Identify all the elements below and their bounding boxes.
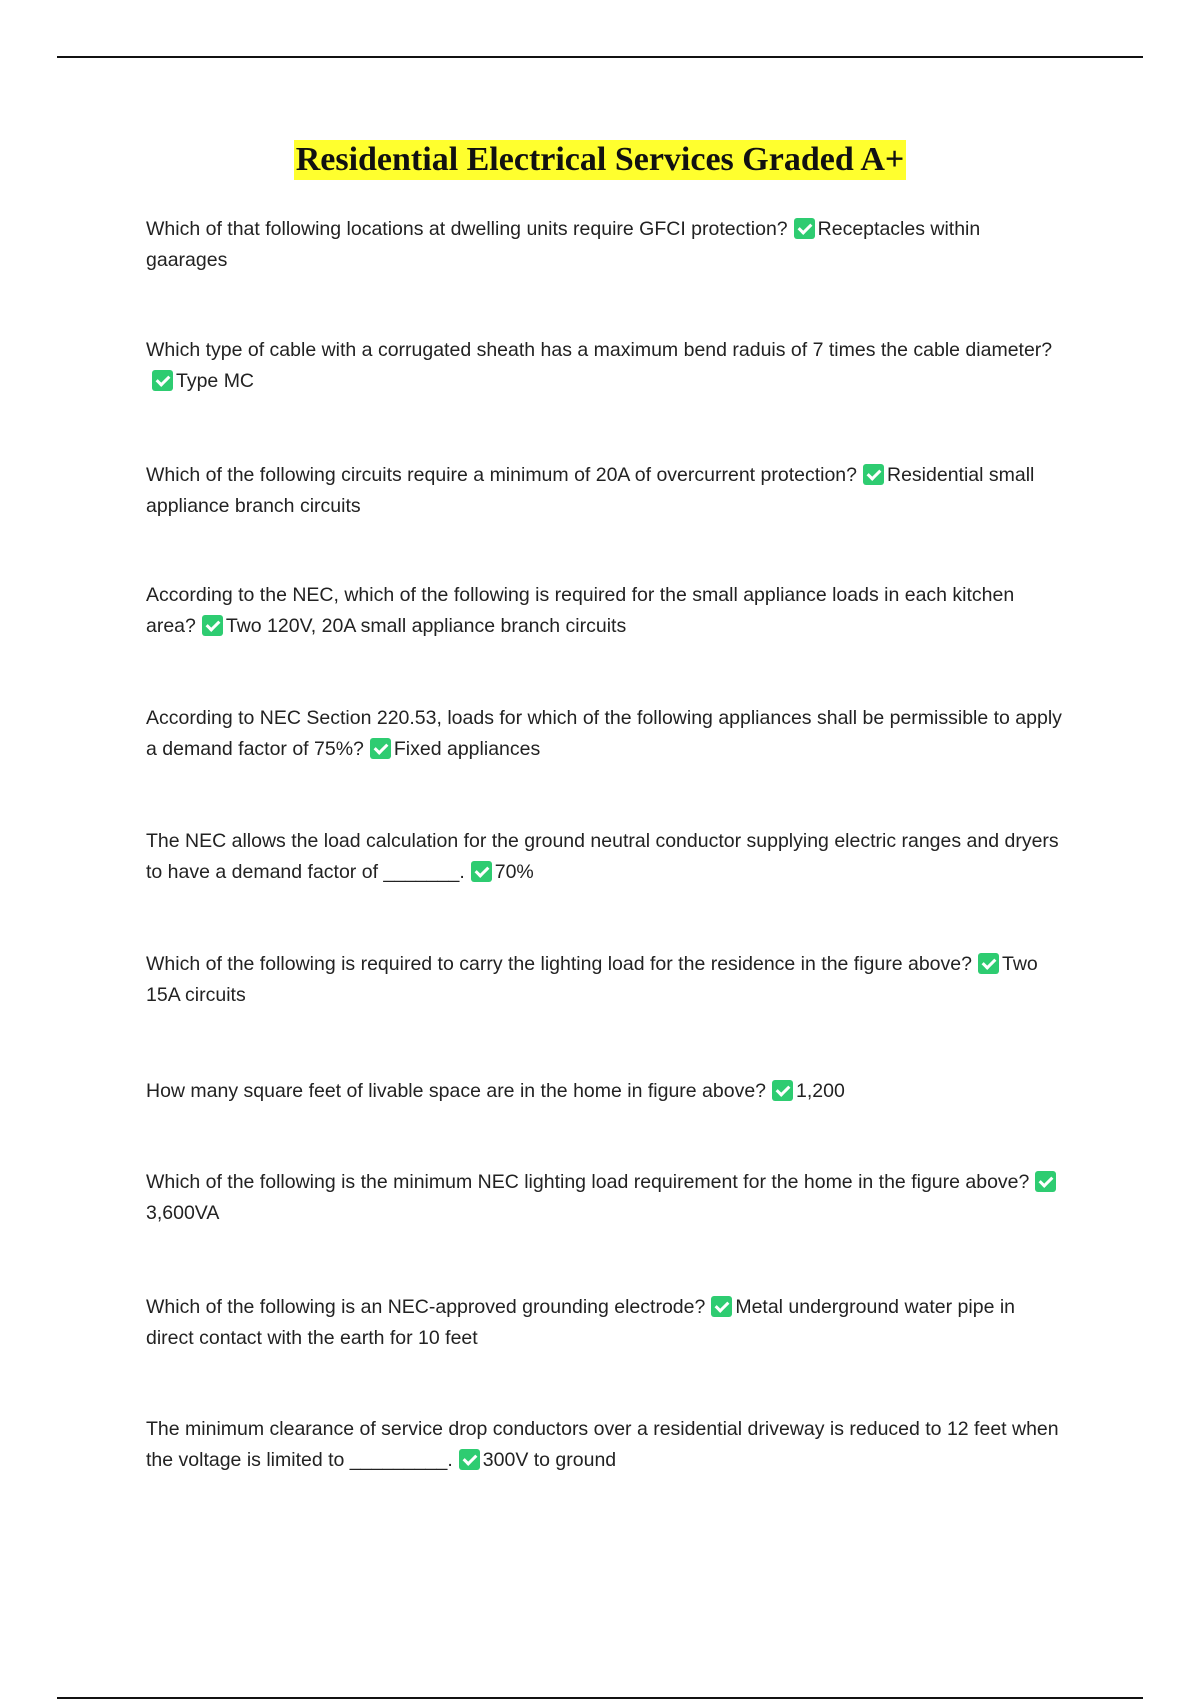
- question-text: According to NEC Section 220.53, loads for which of the following appliances shall be permissible to apply a demand factor of 75%?: [146, 707, 1062, 760]
- check-mark-icon: [152, 370, 173, 391]
- question-text: Which of that following locations at dwelling units require GFCI protection?: [146, 218, 788, 240]
- question-text: How many square feet of livable space are in the home in figure above?: [146, 1080, 767, 1102]
- check-mark-icon: [711, 1296, 732, 1317]
- check-mark-icon: [471, 861, 492, 882]
- check-mark-icon: [370, 738, 391, 759]
- question-text: The NEC allows the load calculation for the ground neutral conductor supplying electric ranges and dryers to have a demand factor of _______.: [146, 830, 1059, 883]
- bottom-rule: [57, 1697, 1143, 1699]
- answer-text: Two 15A circuits: [146, 953, 1038, 1006]
- answer-text: Receptacles within gaarages: [146, 218, 981, 271]
- qa-item: [146, 1292, 1066, 1354]
- qa-item: [146, 703, 1066, 765]
- answer-text: 70%: [494, 861, 534, 883]
- question-text: According to the NEC, which of the following is required for the small appliance loads in each kitchen area?: [146, 584, 1015, 637]
- answer-text: Metal underground water pipe in direct contact with the earth for 10 feet: [146, 1296, 1016, 1349]
- qa-item: [146, 826, 1066, 888]
- check-mark-icon: [794, 218, 815, 239]
- question-text: The minimum clearance of service drop conductors over a residential driveway is reduced to 12 feet when the voltage is limited to _________.: [146, 1418, 1059, 1471]
- check-mark-icon: [1035, 1171, 1056, 1192]
- question-text: Which type of cable with a corrugated sheath has a maximum bend raduis of 7 times the cable diameter?: [146, 339, 1053, 361]
- qa-item: [146, 949, 1066, 1011]
- check-mark-icon: [459, 1449, 480, 1470]
- qa-item: [146, 1167, 1066, 1229]
- answer-text: Residential small appliance branch circuits: [146, 464, 1035, 517]
- check-mark-icon: [863, 464, 884, 485]
- qa-item: [146, 214, 1066, 276]
- check-mark-icon: [772, 1080, 793, 1101]
- qa-item: [146, 335, 1066, 397]
- check-mark-icon: [202, 615, 223, 636]
- question-text: Which of the following is an NEC-approved grounding electrode?: [146, 1296, 706, 1318]
- answer-text: Type MC: [176, 370, 255, 392]
- qa-item: [146, 1076, 1066, 1107]
- answer-text: 3,600VA: [146, 1202, 220, 1224]
- question-text: Which of the following is required to carry the lighting load for the residence in the figure above?: [146, 953, 972, 975]
- qa-item: [146, 1414, 1066, 1476]
- answer-text: Two 120V, 20A small appliance branch circuits: [225, 615, 627, 637]
- question-text: Which of the following is the minimum NEC lighting load requirement for the home in the figure above?: [146, 1171, 1030, 1193]
- qa-item: [146, 460, 1066, 522]
- answer-text: 300V to ground: [482, 1449, 617, 1471]
- answer-text: 1,200: [796, 1080, 845, 1102]
- top-rule: [57, 56, 1143, 58]
- answer-text: Fixed appliances: [393, 738, 541, 760]
- title-container: [0, 140, 1200, 180]
- question-text: Which of the following circuits require a minimum of 20A of overcurrent protection?: [146, 464, 857, 486]
- qa-item: [146, 580, 1066, 642]
- check-mark-icon: [978, 953, 999, 974]
- document-title: Residential Electrical Services Graded A+: [295, 141, 905, 178]
